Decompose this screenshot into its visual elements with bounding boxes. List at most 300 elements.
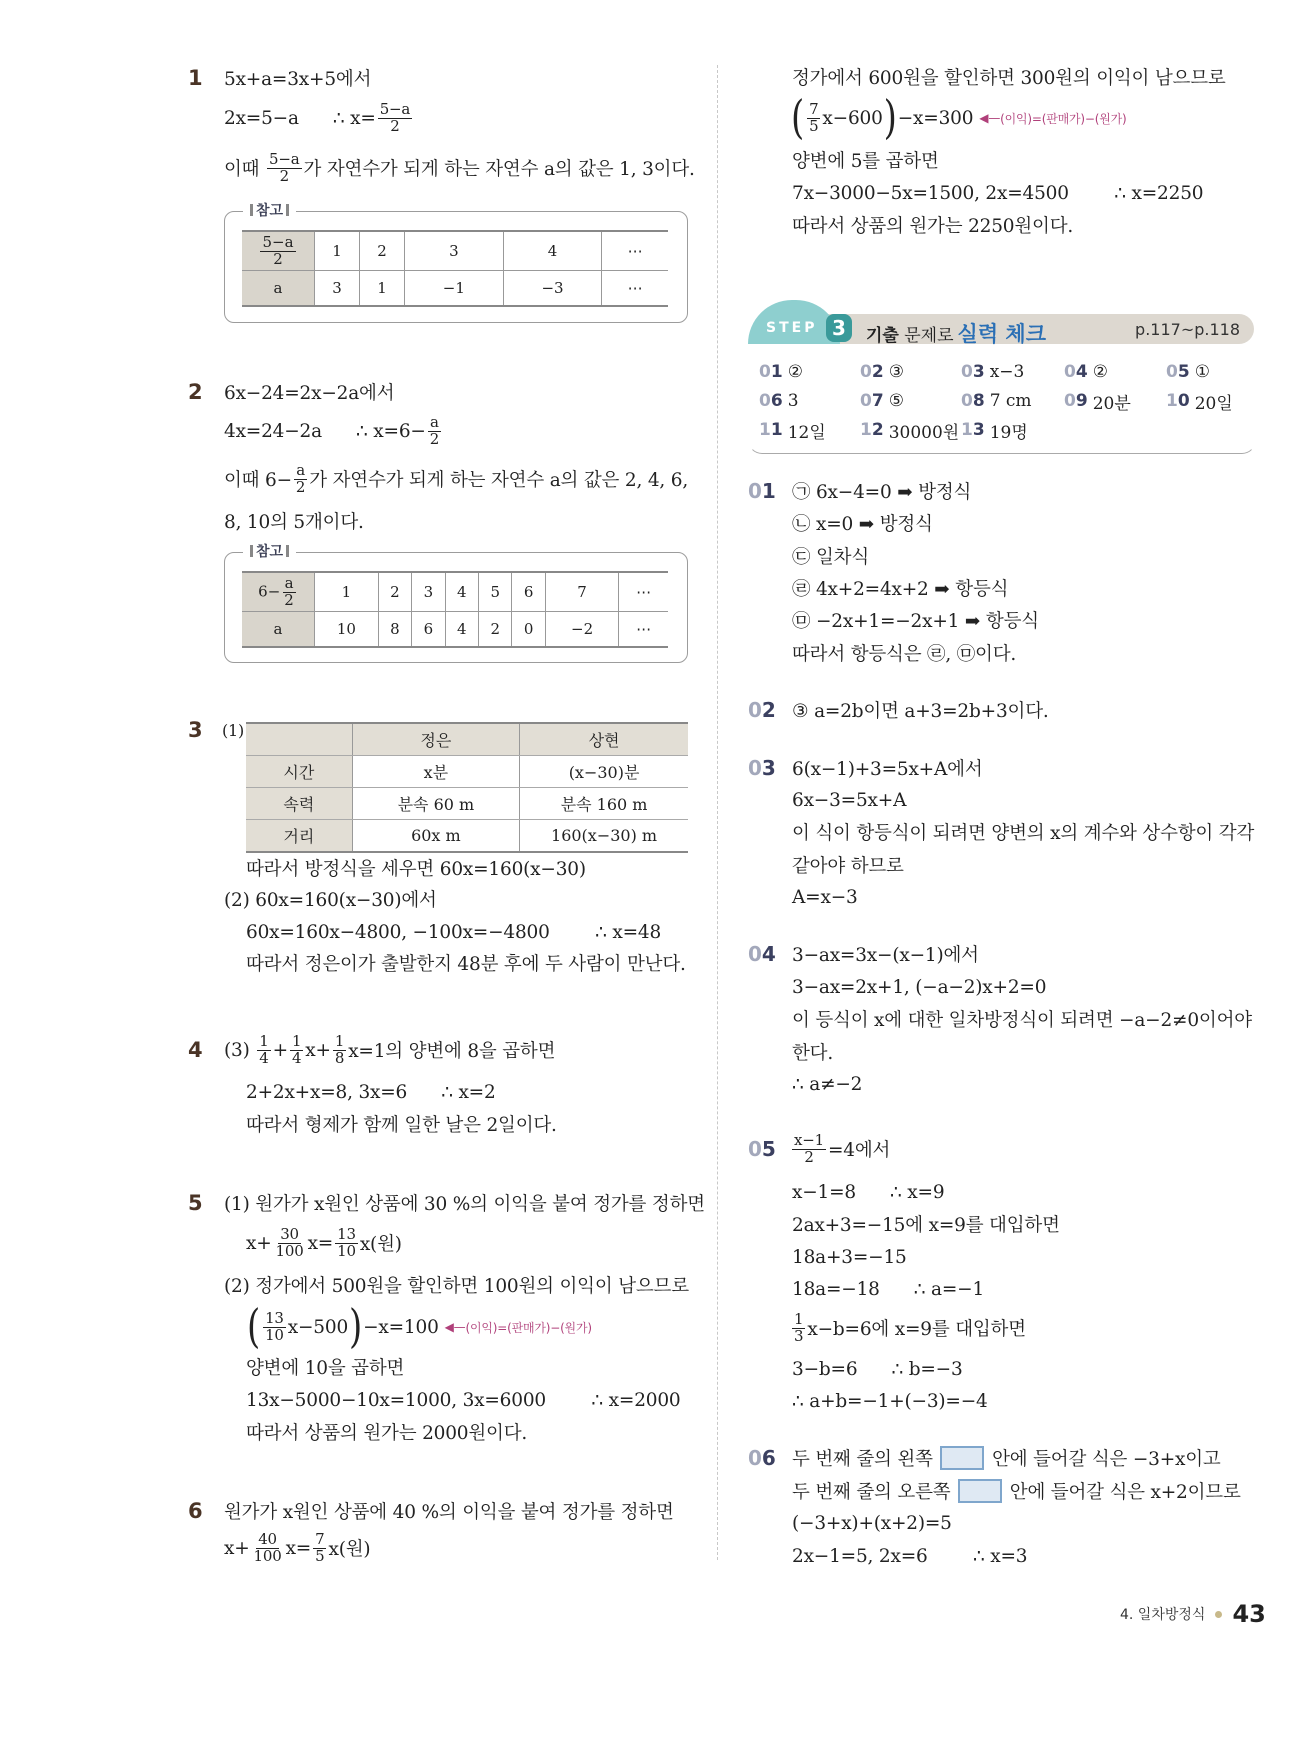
table-cell [352,820,519,853]
math-text: 3−ax=2x+1, (−a−2)x+2=0 [792,976,1047,998]
problem-number: 5 [188,1191,203,1215]
math-text: 7 [577,583,587,601]
answer-key-value: 12일 [787,422,826,443]
math-text: x−1=8 ∴ x=9 [792,1181,945,1203]
answer-key-value: 20일 [1194,393,1233,414]
number-first-digit: 1 [961,420,973,440]
annotation-note: (이익)=(판매가)−(원가) [465,1320,592,1335]
math-text: 4 [457,620,467,638]
solution-line [792,785,906,815]
number-rest: 5 [1177,362,1190,382]
row-header-cell [242,572,315,612]
solution-line [224,460,689,496]
large-parenthesis: ( [247,1300,261,1354]
table-cell [520,756,688,788]
answer-key-value: 7 cm [989,391,1032,411]
math-text: ㉢ 일차식 [792,547,869,568]
page-footer [1120,1600,1266,1628]
solution-line [792,605,1039,635]
math-text: 4 [547,242,558,260]
row-header-cell [246,756,352,788]
number-first-digit: 0 [1064,362,1076,382]
reference-table [242,230,668,307]
number-first-digit: 0 [748,698,762,722]
row-header-cell [246,788,352,820]
math-text: 따라서 상품의 원가는 2250원이다. [792,216,1074,237]
math-text: 1 [341,583,352,601]
fraction-numerator: a [284,573,294,592]
number-first-digit: 1 [759,420,771,440]
solution-line [792,476,971,506]
answer-key-item [961,387,1032,415]
table-cell [352,788,519,820]
math-text: a [273,279,283,297]
table-cell [545,572,618,612]
problem-number: 1 [188,66,203,90]
answer-key-item [759,387,799,415]
solution-line [224,506,364,536]
math-text: −2 [571,620,594,638]
table-cell [405,271,504,307]
answer-key-number [759,362,783,382]
math-text: 6 [423,620,434,638]
number-first-digit: 0 [1064,391,1076,411]
fraction-denominator: 5 [809,116,819,135]
number-first-digit: 0 [748,756,762,780]
solution-line [224,63,371,93]
solution-line [792,1209,1060,1239]
banner-title [866,318,1046,348]
number-rest: 1 [770,362,783,382]
fraction [792,1309,805,1345]
math-text: =4에서 [827,1140,891,1161]
math-text: (2) 60x=160(x−30)에서 [224,890,437,911]
table-cell [520,820,688,853]
row-header-cell [242,271,315,307]
number-first-digit: 0 [961,391,973,411]
solution-line [246,1224,402,1260]
solution-line [246,948,686,978]
math-text: ㉠ 6x−4=0 ➡ 방정식 [792,482,972,503]
solution-line [792,1476,1241,1506]
number-rest: 1 [761,479,776,503]
math-text: 이 등식이 x에 대한 일차방정식이 되려면 −a−2≠0이어야 [792,1010,1252,1031]
math-text: 2x−1=5, 2x=6 ∴ x=3 [792,1545,1028,1567]
answer-key-item [1166,358,1210,386]
number-rest: 3 [761,756,776,780]
solution-line [792,1242,907,1272]
solution-line [246,917,661,947]
math-text: (3) [224,1039,256,1061]
math-text: 2 [490,620,501,638]
math-text: 6x−24=2x−2a에서 [224,383,395,404]
column-header [520,723,688,756]
fraction-denominator: 4 [291,1048,302,1067]
table-cell [512,612,545,648]
row-header-cell [242,231,315,271]
reference-box [224,203,688,323]
math-text: x= [285,1537,312,1559]
math-text: 60x=160x−4800, −100x=−4800 ∴ x=48 [246,921,662,943]
large-parenthesis: ) [883,91,897,145]
reference-table [242,571,668,648]
math-text: 5x+a=3x+5에서 [224,69,372,90]
math-text: 한다. [792,1043,834,1064]
number-rest: 9 [1075,391,1088,411]
solution-line [224,377,394,407]
fraction-denominator: 2 [284,590,294,609]
math-text: x+ [305,1039,331,1061]
table-row [246,756,688,788]
answer-key-item [759,358,803,386]
number-rest: 8 [972,391,985,411]
math-text: x=1의 양변에 8을 곱하면 [348,1041,556,1062]
solution-line [792,508,933,538]
comparison-table [246,722,688,853]
number-rest: 7 [871,391,884,411]
math-text: 18a=−18 ∴ a=−1 [792,1278,985,1300]
fraction [313,1529,326,1565]
math-text: 따라서 형제가 함께 일한 날은 2일이다. [246,1115,557,1136]
math-text: (1) 원가가 x원인 상품에 30 %의 이익을 붙여 정가를 정하면 [224,1194,705,1215]
fraction-numerator: 13 [337,1224,356,1243]
math-text: ㉡ x=0 ➡ 방정식 [792,514,933,535]
fraction [267,149,301,185]
fraction [290,1031,303,1067]
reference-label: 참고 [243,541,296,561]
math-text: (−3+x)+(x+2)=5 [792,1512,952,1534]
solution-line [224,1270,689,1300]
solution-line [224,1188,705,1218]
math-text: 이때 6− [224,470,292,491]
number-rest: 4 [1075,362,1088,382]
number-rest: 3 [972,420,985,440]
solution-line [792,145,939,175]
math-text: 양변에 10을 곱하면 [246,1358,405,1379]
math-text: ∴ a≠−2 [792,1073,863,1095]
solution-line [790,1130,891,1166]
math-text: −x=100 [363,1316,439,1338]
math-text: 양변에 5를 곱하면 [792,151,939,172]
answer-key-value: ⑤ [888,391,904,411]
fraction [252,1529,284,1565]
answer-key-value: ② [787,362,803,382]
math-text: −3 [541,279,564,297]
math-text: a [273,620,283,638]
solution-line [792,1541,1027,1571]
table-row [242,271,668,307]
solution-line [792,1069,862,1099]
fraction [335,1224,358,1260]
solution-line [792,62,1226,92]
number-first-digit: 0 [748,479,762,503]
answer-key-number [860,362,884,382]
number-rest: 2 [761,698,776,722]
math-text: 상현 [588,731,620,750]
answer-key-number [1064,362,1088,382]
reference-box [224,544,688,663]
math-text: + [272,1039,288,1061]
solution-line [792,1274,984,1304]
math-text: 3−b=6 ∴ b=−3 [792,1358,963,1380]
left-arrow-icon: ◀— [444,1320,466,1334]
fraction-numerator: 7 [315,1529,325,1548]
left-arrow-icon: ◀— [979,111,1001,125]
answer-key-value: 20분 [1092,393,1131,414]
solution-line [792,939,979,969]
answer-key-number [860,391,884,411]
step-number: 3 [826,314,852,342]
solution-line [792,1386,988,1416]
table-cell [445,612,478,648]
table-cell [412,612,445,648]
solution-line [224,1529,371,1565]
solution-line [246,853,586,883]
math-text: 가 자연수가 되게 하는 자연수 a의 값은 2, 4, 6, [309,470,689,491]
math-text: 이 식이 항등식이 되려면 양변의 x의 계수와 상수항이 각각 [792,823,1255,844]
solution-line [792,1508,952,1538]
table-cell [512,572,545,612]
table-row [242,231,668,271]
number-first-digit: 0 [961,362,973,382]
math-text: x+ [246,1232,272,1254]
answer-number [748,1134,776,1164]
problem-number: 3 [188,718,203,742]
solution-line [246,1352,404,1382]
math-text: ㉤ −2x+1=−2x+1 ➡ 항등식 [792,611,1039,632]
math-text: ∴ a+b=−1+(−3)=−4 [792,1390,988,1412]
math-text: x분 [423,763,449,782]
math-text: 7x−3000−5x=1500, 2x=4500 ∴ x=2250 [792,182,1204,204]
math-text: 정은 [420,731,452,750]
math-text: 13x−5000−10x=1000, 3x=6000 ∴ x=2000 [246,1389,681,1411]
math-text: x= [307,1232,334,1254]
math-text: 0 [523,620,534,638]
answer-number [748,1443,776,1473]
math-text: (2) 정가에서 500원을 할인하면 100원의 이익이 남으므로 [224,1276,689,1297]
math-text: x(원) [359,1234,402,1255]
answer-key-number [1166,391,1190,411]
solution-line [792,695,1049,725]
table-cell [360,271,405,307]
answer-key-value: 3 [787,391,799,411]
math-text: 2x=5−a ∴ x= [224,107,376,129]
solution-line [224,1496,674,1526]
answer-key-item [860,387,904,415]
math-text: 10 [336,620,356,638]
fraction-numerator: 5−a [269,149,300,168]
table-cell [520,788,688,820]
math-text: 이때 [224,159,266,180]
problem-number: 2 [188,380,203,404]
table-cell [360,231,405,271]
fraction-denominator: 100 [253,1546,282,1565]
table-cell [315,271,360,307]
part-label: (1) [222,720,245,740]
number-first-digit: 1 [1166,391,1178,411]
table-row [242,572,668,612]
chapter-title: 4. 일차방정식 [1120,1607,1206,1623]
math-text: 거리 [283,827,315,846]
solution-line [792,638,1016,668]
math-text: 3−ax=3x−(x−1)에서 [792,945,979,966]
math-text: ⋯ [636,583,652,601]
table-row [246,820,688,853]
answer-key-number [1166,362,1190,382]
problem-number: 4 [188,1038,203,1062]
answer-key-item [860,416,959,444]
fraction [807,99,820,135]
fraction-denominator: 10 [265,1325,284,1344]
number-first-digit: 1 [860,420,872,440]
page-number: 43 [1232,1600,1266,1628]
answer-number [748,939,776,969]
number-first-digit: 0 [1166,362,1178,382]
fraction-denominator: 3 [794,1326,804,1345]
answer-number [748,476,776,506]
math-text: 2ax+3=−15에 x=9를 대입하면 [792,1215,1060,1236]
table-cell [602,271,668,307]
fraction [792,1130,826,1166]
answer-key-value: x−3 [989,362,1025,382]
solution-line [224,412,443,448]
math-text: x−600 [822,107,883,129]
math-text: 따라서 방정식을 세우면 60x=160(x−30) [246,859,586,880]
math-text: 따라서 항등식은 ㉣, ㉤이다. [792,644,1017,665]
math-text: 18a+3=−15 [792,1246,907,1268]
math-text: A=x−3 [792,886,858,908]
fraction [260,232,295,268]
fraction [333,1031,346,1067]
row-header-cell [242,612,315,648]
solution-line [792,210,1073,240]
math-text: −1 [442,279,465,297]
answer-key-item [961,416,1028,444]
math-text: ⋯ [627,242,643,260]
math-text: 2 [390,583,400,601]
answer-key-value: ③ [888,362,904,382]
blank-box [940,1446,984,1470]
number-first-digit: 0 [748,942,762,966]
table-cell [378,572,411,612]
fraction-denominator: 8 [334,1048,345,1067]
answer-key-item [759,416,826,444]
fraction-numerator: 1 [794,1309,804,1328]
number-rest: 4 [761,942,776,966]
math-text: ㉣ 4x+2=4x+2 ➡ 항등식 [792,579,1009,600]
solution-line [792,1037,833,1067]
table-cell [412,572,445,612]
solution-line [792,1004,1252,1034]
fraction [274,1224,306,1260]
table-cell [315,231,360,271]
math-text: 6 [523,583,534,601]
math-text: 시간 [283,763,315,782]
math-text: 2 [377,242,387,260]
math-text: ⋯ [627,279,643,297]
math-text: 160(x−30) m [551,826,658,845]
solution-line [246,1300,592,1354]
answer-key-item [860,358,904,386]
answer-key-item [1064,387,1131,415]
blank-box [958,1479,1002,1503]
answer-key-item [961,358,1024,386]
column-divider [717,65,718,1560]
solution-line [790,91,1127,145]
fraction-numerator: 40 [258,1529,277,1548]
row-header-cell [246,820,352,853]
fraction-denominator: 2 [804,1147,814,1166]
solution-line [792,882,858,912]
solution-line [792,1443,1221,1473]
answer-key-number [1064,391,1088,411]
table-cell [602,231,668,271]
fraction-numerator: 7 [809,99,819,118]
column-header [352,723,519,756]
table-cell [315,572,379,612]
number-first-digit: 0 [759,391,771,411]
fraction-numerator: 5−a [262,232,294,251]
problem-number: 6 [188,1499,203,1523]
banner-title-a: 기출 [866,326,899,346]
math-text: x+ [224,1537,250,1559]
math-text: 분속 60 m [397,795,475,814]
math-text: 가 자연수가 되게 하는 자연수 a의 값은 1, 3이다. [303,159,695,180]
fraction [257,1031,270,1067]
solution-line [792,817,1254,847]
math-text: x(원) [328,1539,371,1560]
math-text: 속력 [283,795,315,814]
table-cell [378,612,411,648]
number-first-digit: 0 [860,362,872,382]
fraction-numerator: 1 [291,1031,302,1050]
solution-line [792,1177,944,1207]
answer-key-value: ② [1092,362,1108,382]
table-cell [315,612,379,648]
answer-key-item [1166,387,1233,415]
table-cell [405,231,504,271]
math-text: 3 [449,242,459,260]
answer-key-value: 30000원 [888,422,960,443]
fraction-numerator: a [429,412,439,431]
math-text: 두 번째 줄의 오른쪽 [792,1482,957,1503]
page-range: p.117~p.118 [1135,320,1240,339]
math-text: 안에 들어갈 식은 −3+x이고 [986,1449,1221,1470]
number-first-digit: 0 [759,362,771,382]
math-text: 두 번째 줄의 왼쪽 [792,1449,939,1470]
fraction [428,412,441,448]
answer-number [748,753,776,783]
math-text: ③ a=2b이면 a+3=2b+3이다. [792,701,1049,722]
math-text: ⋯ [636,620,652,638]
number-rest: 2 [871,420,884,440]
math-text: 같아야 하므로 [792,856,904,877]
solution-line [224,149,695,185]
math-text: 1 [332,242,342,260]
number-rest: 1 [770,420,783,440]
math-text: 정가에서 600원을 할인하면 300원의 이익이 남으므로 [792,68,1226,89]
solution-line [792,972,1046,1002]
table-cell [619,572,668,612]
separator-dot [1215,1611,1222,1618]
math-text: 안에 들어갈 식은 x+2이므로 [1004,1482,1241,1503]
solution-line [792,850,904,880]
fraction-numerator: x−1 [794,1130,824,1149]
table-row [242,612,668,648]
fraction-numerator: a [296,460,305,479]
math-text: 3 [423,583,434,601]
table-cell [619,612,668,648]
